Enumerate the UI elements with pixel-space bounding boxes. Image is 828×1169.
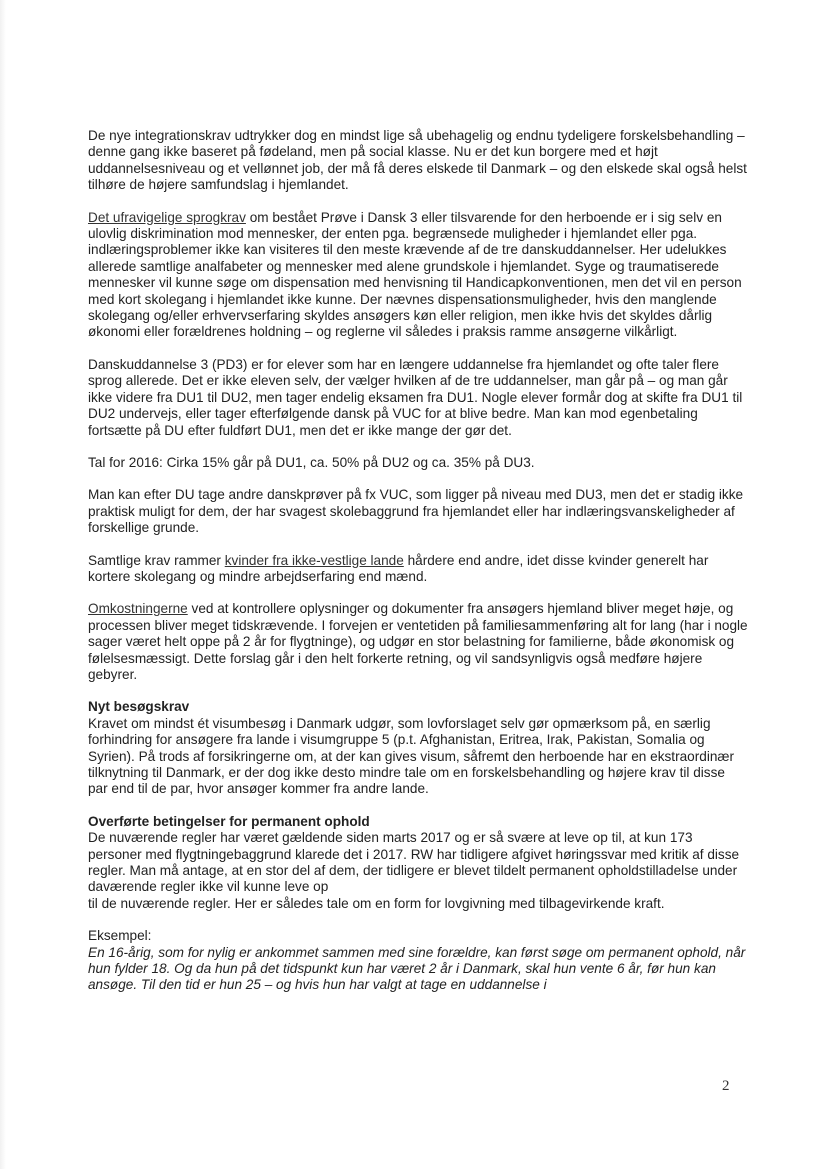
women-text-pre: Samtlige krav rammer [88,552,225,568]
paragraph-other-tests: Man kan efter DU tage andre danskprøver på fx VUC, som ligger på niveau med DU3, men det er stadig ikke praktisk muligt for dem, der har svagest skolebaggrund fra hjemlandet eller har indlæringsvanskeligheder af forskellige grunde. [88,487,744,536]
document-body [88,128,748,994]
heading-permanent-residence: Overførte betingelser for permanent ophold [88,813,370,829]
women-text-post: hårdere end andre, idet disse kvinder generelt har kortere skolegang og mindre arbejdserfaring end mænd. [88,552,709,584]
paragraph-permanent-residence [88,830,748,912]
permanent-residence-text-a: De nuværende regler har været gældende siden marts 2017 og er så svære at leve op til, at kun 173 personer med flygtningebaggrund klarede det i 2017. RW har tidligere afgivet høringssvar med kritik af disse regler. Man må antage, at en stor del af dem, der tidligere er blevet tildelt permanent opholdstilladelse under daværende regler ikke vil kunne leve op [88,830,740,895]
paragraph-visit-requirement: Kravet om mindst ét visumbesøg i Danmark udgør, som lovforslaget selv gør opmærksom på, en særlig forhindring for ansøgere fra lande i visumgruppe 5 (p.t. Afghanistan, Eritrea, Irak, Pakistan, Somalia og Syrien). På trods af forsikringerne om, at der kan gives visum, såfremt den herboende har en ekstraordinær tilknytning til Danmark, er der dog ikke desto mindre tale om en forskelsbehandling og højere krav til disse par end til de par, hvor ansøger kommer fra andre lande. [88,715,735,797]
paragraph-pd3: Danskuddannelse 3 (PD3) er for elever som har en længere uddannelse fra hjemlandet og ofte taler flere sprog allerede. Det er ikke eleven selv, der vælger hvilken af de tre uddannelser, man går på – og man går ikke videre fra DU1 til DU2, men tager endelig eksamen fra DU1. Nogle elever formår dog at skifte fra DU1 til DU2 undervejs, eller tager efterfølgende dansk på VUC for at blive bedre. Man kan mod egenbetaling fortsætte på DU efter fuldført DU1, men det er ikke mange der gør det. [88,356,743,438]
permanent-residence-text-b: til de nuværende regler. Her er således tale om en form for lovgivning med tilbagevirkende kraft. [88,895,665,911]
paragraph-stats-2016: Tal for 2016: Cirka 15% går på DU1, ca. 50% på DU2 og ca. 35% på DU3. [88,454,535,470]
women-link[interactable]: kvinder fra ikke-vestlige lande [224,552,404,568]
page-number: 2 [722,1078,730,1094]
example-label: Eksempel: [88,928,152,944]
heading-visit-requirement: Nyt besøgskrav [88,699,190,715]
paragraph-integration: De nye integrationskrav udtrykker dog en mindst lige så ubehagelig og endnu tydeligere forskelsbehandling – denne gang ikke baseret på fødeland, men på social klasse. Nu er det kun borgere med et højt uddannelsesniveau og et vellønnet job, der må få deres elskede til Danmark – og den elskede skal også helst tilhøre de højere samfundslag i hjemlandet. [88,128,747,193]
scan-edge [0,0,6,1169]
costs-link[interactable]: Omkostningerne [88,601,188,617]
paragraph-language-requirement [88,210,748,341]
language-requirement-link[interactable]: Det ufravigelige sprogkrav [88,209,246,225]
language-requirement-text: om bestået Prøve i Dansk 3 eller tilsvarende for den herboende er i sig selv en ulovlig diskrimination mod mennesker, der enten pga. begrænsede muligheder i hjemlandet eller pga. indlæringsproblemer ikke kan visiteres til den meste krævende af de tre danskuddannelser. Her udelukkes allerede samtlige analfabeter og mennesker med alene grundskole i hjemlandet. Syge og traumatiserede mennesker vil kunne søge om dispensation med henvisning til Handicapkonventionen, men det vil en person med kort skolegang i hjemlandet ikke kunne. Der nævnes dispensationsmuligheder, hvis den manglende skolegang og/eller erhvervserfaring skyldes ansøgers køn eller religion, men ikke hvis det skyldes dårlig økonomi eller forældrenes holdning – og reglerne vil således i praksis ramme ansøgerne vilkårligt. [88,209,742,340]
costs-text: ved at kontrollere oplysninger og dokumenter fra ansøgers hjemland bliver meget høje, og processen bliver meget tidskrævende. I forvejen er ventetiden på familiesammenføring alt for lang (har i nogle sager været helt oppe på 2 år for flygtninge), og udgør en stor belastning for familierne, både økonomisk og følelsesmæssigt. Dette forslag går i den helt forkerte retning, og vil sandsynligvis også medføre højere gebyrer. [88,601,748,682]
paragraph-women [88,553,748,586]
paragraph-costs [88,601,748,683]
example-text: En 16-årig, som for nylig er ankommet sammen med sine forældre, kan først søge om permanent ophold, når hun fylder 18. Og da hun på det tidspunkt kun har været 2 år i Danmark, skal hun vente 6 år, før hun kan ansøge. Til den tid er hun 25 – og hvis hun har valgt at tage en uddannelse i [88,944,746,993]
